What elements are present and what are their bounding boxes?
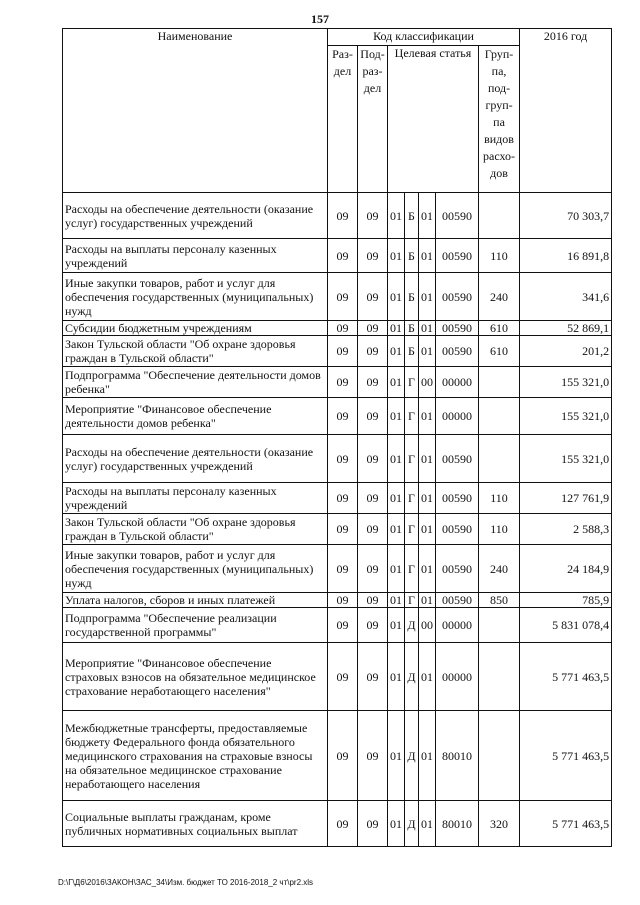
table-row xyxy=(63,273,612,321)
target-article-part1-cell: 01 xyxy=(388,321,405,336)
section-cell: 09 xyxy=(328,435,358,483)
target-article-part1-cell: 01 xyxy=(388,643,405,711)
section-cell: 09 xyxy=(328,711,358,801)
target-article-part4-cell: 80010 xyxy=(436,801,479,847)
target-article-part4-cell: 00590 xyxy=(436,514,479,545)
subsection-cell: 09 xyxy=(358,239,388,273)
table-row xyxy=(63,801,612,847)
target-article-part2-cell: Б xyxy=(405,239,419,273)
section-cell: 09 xyxy=(328,483,358,514)
target-article-part4-cell: 00590 xyxy=(436,483,479,514)
expense-group-cell xyxy=(479,367,520,398)
target-article-part2-cell: Г xyxy=(405,514,419,545)
expense-group-cell xyxy=(479,193,520,239)
table-row xyxy=(63,336,612,367)
target-article-part1-cell: 01 xyxy=(388,239,405,273)
amount-cell: 155 321,0 xyxy=(520,398,612,435)
amount-cell: 155 321,0 xyxy=(520,367,612,398)
expense-group-cell xyxy=(479,643,520,711)
header-target-article: Целевая статья xyxy=(388,46,479,193)
footer-file-path: D:\Г\Д6\2016\ЗАКОН\ЗАС_34\Изм. бюджет ТО 2016-2018_2 чт\pr2.xls xyxy=(58,878,314,887)
table-row xyxy=(63,711,612,801)
row-name-cell: Субсидии бюджетным учреждениям xyxy=(63,321,328,336)
target-article-part4-cell: 00000 xyxy=(436,398,479,435)
target-article-part2-cell: Г xyxy=(405,435,419,483)
expense-group-cell xyxy=(479,435,520,483)
amount-cell: 5 771 463,5 xyxy=(520,711,612,801)
table-row xyxy=(63,435,612,483)
target-article-part3-cell: 01 xyxy=(419,643,436,711)
target-article-part2-cell: Б xyxy=(405,273,419,321)
budget-table xyxy=(62,28,612,847)
target-article-part4-cell: 00590 xyxy=(436,239,479,273)
amount-cell: 5 771 463,5 xyxy=(520,801,612,847)
target-article-part1-cell: 01 xyxy=(388,608,405,643)
expense-group-cell: 240 xyxy=(479,273,520,321)
target-article-part1-cell: 01 xyxy=(388,193,405,239)
section-cell: 09 xyxy=(328,336,358,367)
target-article-part2-cell: Б xyxy=(405,321,419,336)
header-year: 2016 год xyxy=(520,29,612,193)
row-name-cell: Межбюджетные трансферты, предоставляемые бюджету Федерального фонда обязательного медицинского страхования на страховые взносы на обязательное медицинское страхование неработающего населения xyxy=(63,711,328,801)
subsection-cell: 09 xyxy=(358,336,388,367)
table-row xyxy=(63,608,612,643)
table-row xyxy=(63,321,612,336)
row-name-cell: Подпрограмма "Обеспечение реализации государственной программы" xyxy=(63,608,328,643)
target-article-part4-cell: 00590 xyxy=(436,593,479,608)
target-article-part3-cell: 01 xyxy=(419,545,436,593)
header-name: Наименование xyxy=(63,29,328,193)
target-article-part1-cell: 01 xyxy=(388,593,405,608)
section-cell: 09 xyxy=(328,643,358,711)
target-article-part1-cell: 01 xyxy=(388,801,405,847)
table-row xyxy=(63,193,612,239)
target-article-part3-cell: 01 xyxy=(419,321,436,336)
subsection-cell: 09 xyxy=(358,801,388,847)
section-cell: 09 xyxy=(328,321,358,336)
target-article-part2-cell: Г xyxy=(405,367,419,398)
target-article-part1-cell: 01 xyxy=(388,336,405,367)
target-article-part3-cell: 00 xyxy=(419,367,436,398)
target-article-part4-cell: 80010 xyxy=(436,711,479,801)
target-article-part2-cell: Г xyxy=(405,545,419,593)
expense-group-cell: 240 xyxy=(479,545,520,593)
target-article-part3-cell: 01 xyxy=(419,193,436,239)
section-cell: 09 xyxy=(328,398,358,435)
section-cell: 09 xyxy=(328,367,358,398)
table-row xyxy=(63,239,612,273)
target-article-part2-cell: Д xyxy=(405,711,419,801)
table-row xyxy=(63,514,612,545)
subsection-cell: 09 xyxy=(358,545,388,593)
row-name-cell: Подпрограмма "Обеспечение деятельности домов ребенка" xyxy=(63,367,328,398)
table-row xyxy=(63,398,612,435)
expense-group-cell: 610 xyxy=(479,336,520,367)
expense-group-cell: 320 xyxy=(479,801,520,847)
page-number: 157 xyxy=(311,12,329,26)
target-article-part2-cell: Б xyxy=(405,336,419,367)
section-cell: 09 xyxy=(328,801,358,847)
target-article-part3-cell: 01 xyxy=(419,801,436,847)
subsection-cell: 09 xyxy=(358,643,388,711)
section-cell: 09 xyxy=(328,593,358,608)
target-article-part1-cell: 01 xyxy=(388,711,405,801)
target-article-part2-cell: Д xyxy=(405,608,419,643)
target-article-part4-cell: 00590 xyxy=(436,435,479,483)
amount-cell: 201,2 xyxy=(520,336,612,367)
target-article-part3-cell: 00 xyxy=(419,608,436,643)
target-article-part4-cell: 00590 xyxy=(436,193,479,239)
subsection-cell: 09 xyxy=(358,321,388,336)
target-article-part3-cell: 01 xyxy=(419,239,436,273)
section-cell: 09 xyxy=(328,514,358,545)
target-article-part4-cell: 00000 xyxy=(436,367,479,398)
subsection-cell: 09 xyxy=(358,483,388,514)
expense-group-cell xyxy=(479,711,520,801)
amount-cell: 341,6 xyxy=(520,273,612,321)
expense-group-cell xyxy=(479,608,520,643)
amount-cell: 24 184,9 xyxy=(520,545,612,593)
subsection-cell: 09 xyxy=(358,593,388,608)
header-classification-code: Код классификации xyxy=(328,29,520,46)
row-name-cell: Расходы на выплаты персоналу казенных учреждений xyxy=(63,239,328,273)
row-name-cell: Иные закупки товаров, работ и услуг для обеспечения государственных (муниципальных) нужд xyxy=(63,545,328,593)
header-expense-group: Груп- па, под- груп- па видов расхо- дов xyxy=(479,46,520,193)
expense-group-cell: 110 xyxy=(479,239,520,273)
table-body xyxy=(63,193,612,847)
target-article-part3-cell: 01 xyxy=(419,514,436,545)
row-name-cell: Уплата налогов, сборов и иных платежей xyxy=(63,593,328,608)
amount-cell: 2 588,3 xyxy=(520,514,612,545)
target-article-part4-cell: 00590 xyxy=(436,545,479,593)
row-name-cell: Расходы на обеспечение деятельности (оказание услуг) государственных учреждений xyxy=(63,193,328,239)
target-article-part4-cell: 00000 xyxy=(436,643,479,711)
target-article-part1-cell: 01 xyxy=(388,273,405,321)
amount-cell: 785,9 xyxy=(520,593,612,608)
amount-cell: 52 869,1 xyxy=(520,321,612,336)
amount-cell: 16 891,8 xyxy=(520,239,612,273)
target-article-part4-cell: 00000 xyxy=(436,608,479,643)
row-name-cell: Иные закупки товаров, работ и услуг для обеспечения государственных (муниципальных) нужд xyxy=(63,273,328,321)
subsection-cell: 09 xyxy=(358,711,388,801)
header-subsection: Под- раз- дел xyxy=(358,46,388,193)
expense-group-cell: 850 xyxy=(479,593,520,608)
target-article-part3-cell: 01 xyxy=(419,398,436,435)
target-article-part4-cell: 00590 xyxy=(436,273,479,321)
subsection-cell: 09 xyxy=(358,273,388,321)
table-row xyxy=(63,483,612,514)
subsection-cell: 09 xyxy=(358,367,388,398)
target-article-part1-cell: 01 xyxy=(388,367,405,398)
target-article-part2-cell: Г xyxy=(405,593,419,608)
subsection-cell: 09 xyxy=(358,398,388,435)
amount-cell: 5 831 078,4 xyxy=(520,608,612,643)
subsection-cell: 09 xyxy=(358,514,388,545)
row-name-cell: Мероприятие "Финансовое обеспечение страховых взносов на обязательное медицинское страхование неработающего населения" xyxy=(63,643,328,711)
amount-cell: 155 321,0 xyxy=(520,435,612,483)
target-article-part2-cell: Д xyxy=(405,801,419,847)
amount-cell: 70 303,7 xyxy=(520,193,612,239)
target-article-part4-cell: 00590 xyxy=(436,336,479,367)
table-row xyxy=(63,367,612,398)
header-section: Раз- дел xyxy=(328,46,358,193)
target-article-part1-cell: 01 xyxy=(388,514,405,545)
section-cell: 09 xyxy=(328,193,358,239)
section-cell: 09 xyxy=(328,273,358,321)
amount-cell: 5 771 463,5 xyxy=(520,643,612,711)
row-name-cell: Социальные выплаты гражданам, кроме публичных нормативных социальных выплат xyxy=(63,801,328,847)
row-name-cell: Расходы на обеспечение деятельности (оказание услуг) государственных учреждений xyxy=(63,435,328,483)
subsection-cell: 09 xyxy=(358,608,388,643)
table-row xyxy=(63,643,612,711)
target-article-part1-cell: 01 xyxy=(388,545,405,593)
row-name-cell: Закон Тульской области "Об охране здоровья граждан в Тульской области" xyxy=(63,336,328,367)
expense-group-cell: 610 xyxy=(479,321,520,336)
section-cell: 09 xyxy=(328,608,358,643)
target-article-part3-cell: 01 xyxy=(419,711,436,801)
expense-group-cell xyxy=(479,398,520,435)
subsection-cell: 09 xyxy=(358,193,388,239)
table-row xyxy=(63,545,612,593)
target-article-part2-cell: Г xyxy=(405,398,419,435)
target-article-part1-cell: 01 xyxy=(388,483,405,514)
subsection-cell: 09 xyxy=(358,435,388,483)
target-article-part3-cell: 01 xyxy=(419,593,436,608)
target-article-part3-cell: 01 xyxy=(419,435,436,483)
target-article-part4-cell: 00590 xyxy=(436,321,479,336)
amount-cell: 127 761,9 xyxy=(520,483,612,514)
row-name-cell: Мероприятие "Финансовое обеспечение деятельности домов ребенка" xyxy=(63,398,328,435)
section-cell: 09 xyxy=(328,545,358,593)
row-name-cell: Закон Тульской области "Об охране здоровья граждан в Тульской области" xyxy=(63,514,328,545)
target-article-part2-cell: Д xyxy=(405,643,419,711)
section-cell: 09 xyxy=(328,239,358,273)
expense-group-cell: 110 xyxy=(479,514,520,545)
target-article-part3-cell: 01 xyxy=(419,336,436,367)
target-article-part2-cell: Б xyxy=(405,193,419,239)
row-name-cell: Расходы на выплаты персоналу казенных учреждений xyxy=(63,483,328,514)
target-article-part3-cell: 01 xyxy=(419,273,436,321)
expense-group-cell: 110 xyxy=(479,483,520,514)
table-row xyxy=(63,593,612,608)
target-article-part1-cell: 01 xyxy=(388,398,405,435)
target-article-part3-cell: 01 xyxy=(419,483,436,514)
target-article-part2-cell: Г xyxy=(405,483,419,514)
target-article-part1-cell: 01 xyxy=(388,435,405,483)
